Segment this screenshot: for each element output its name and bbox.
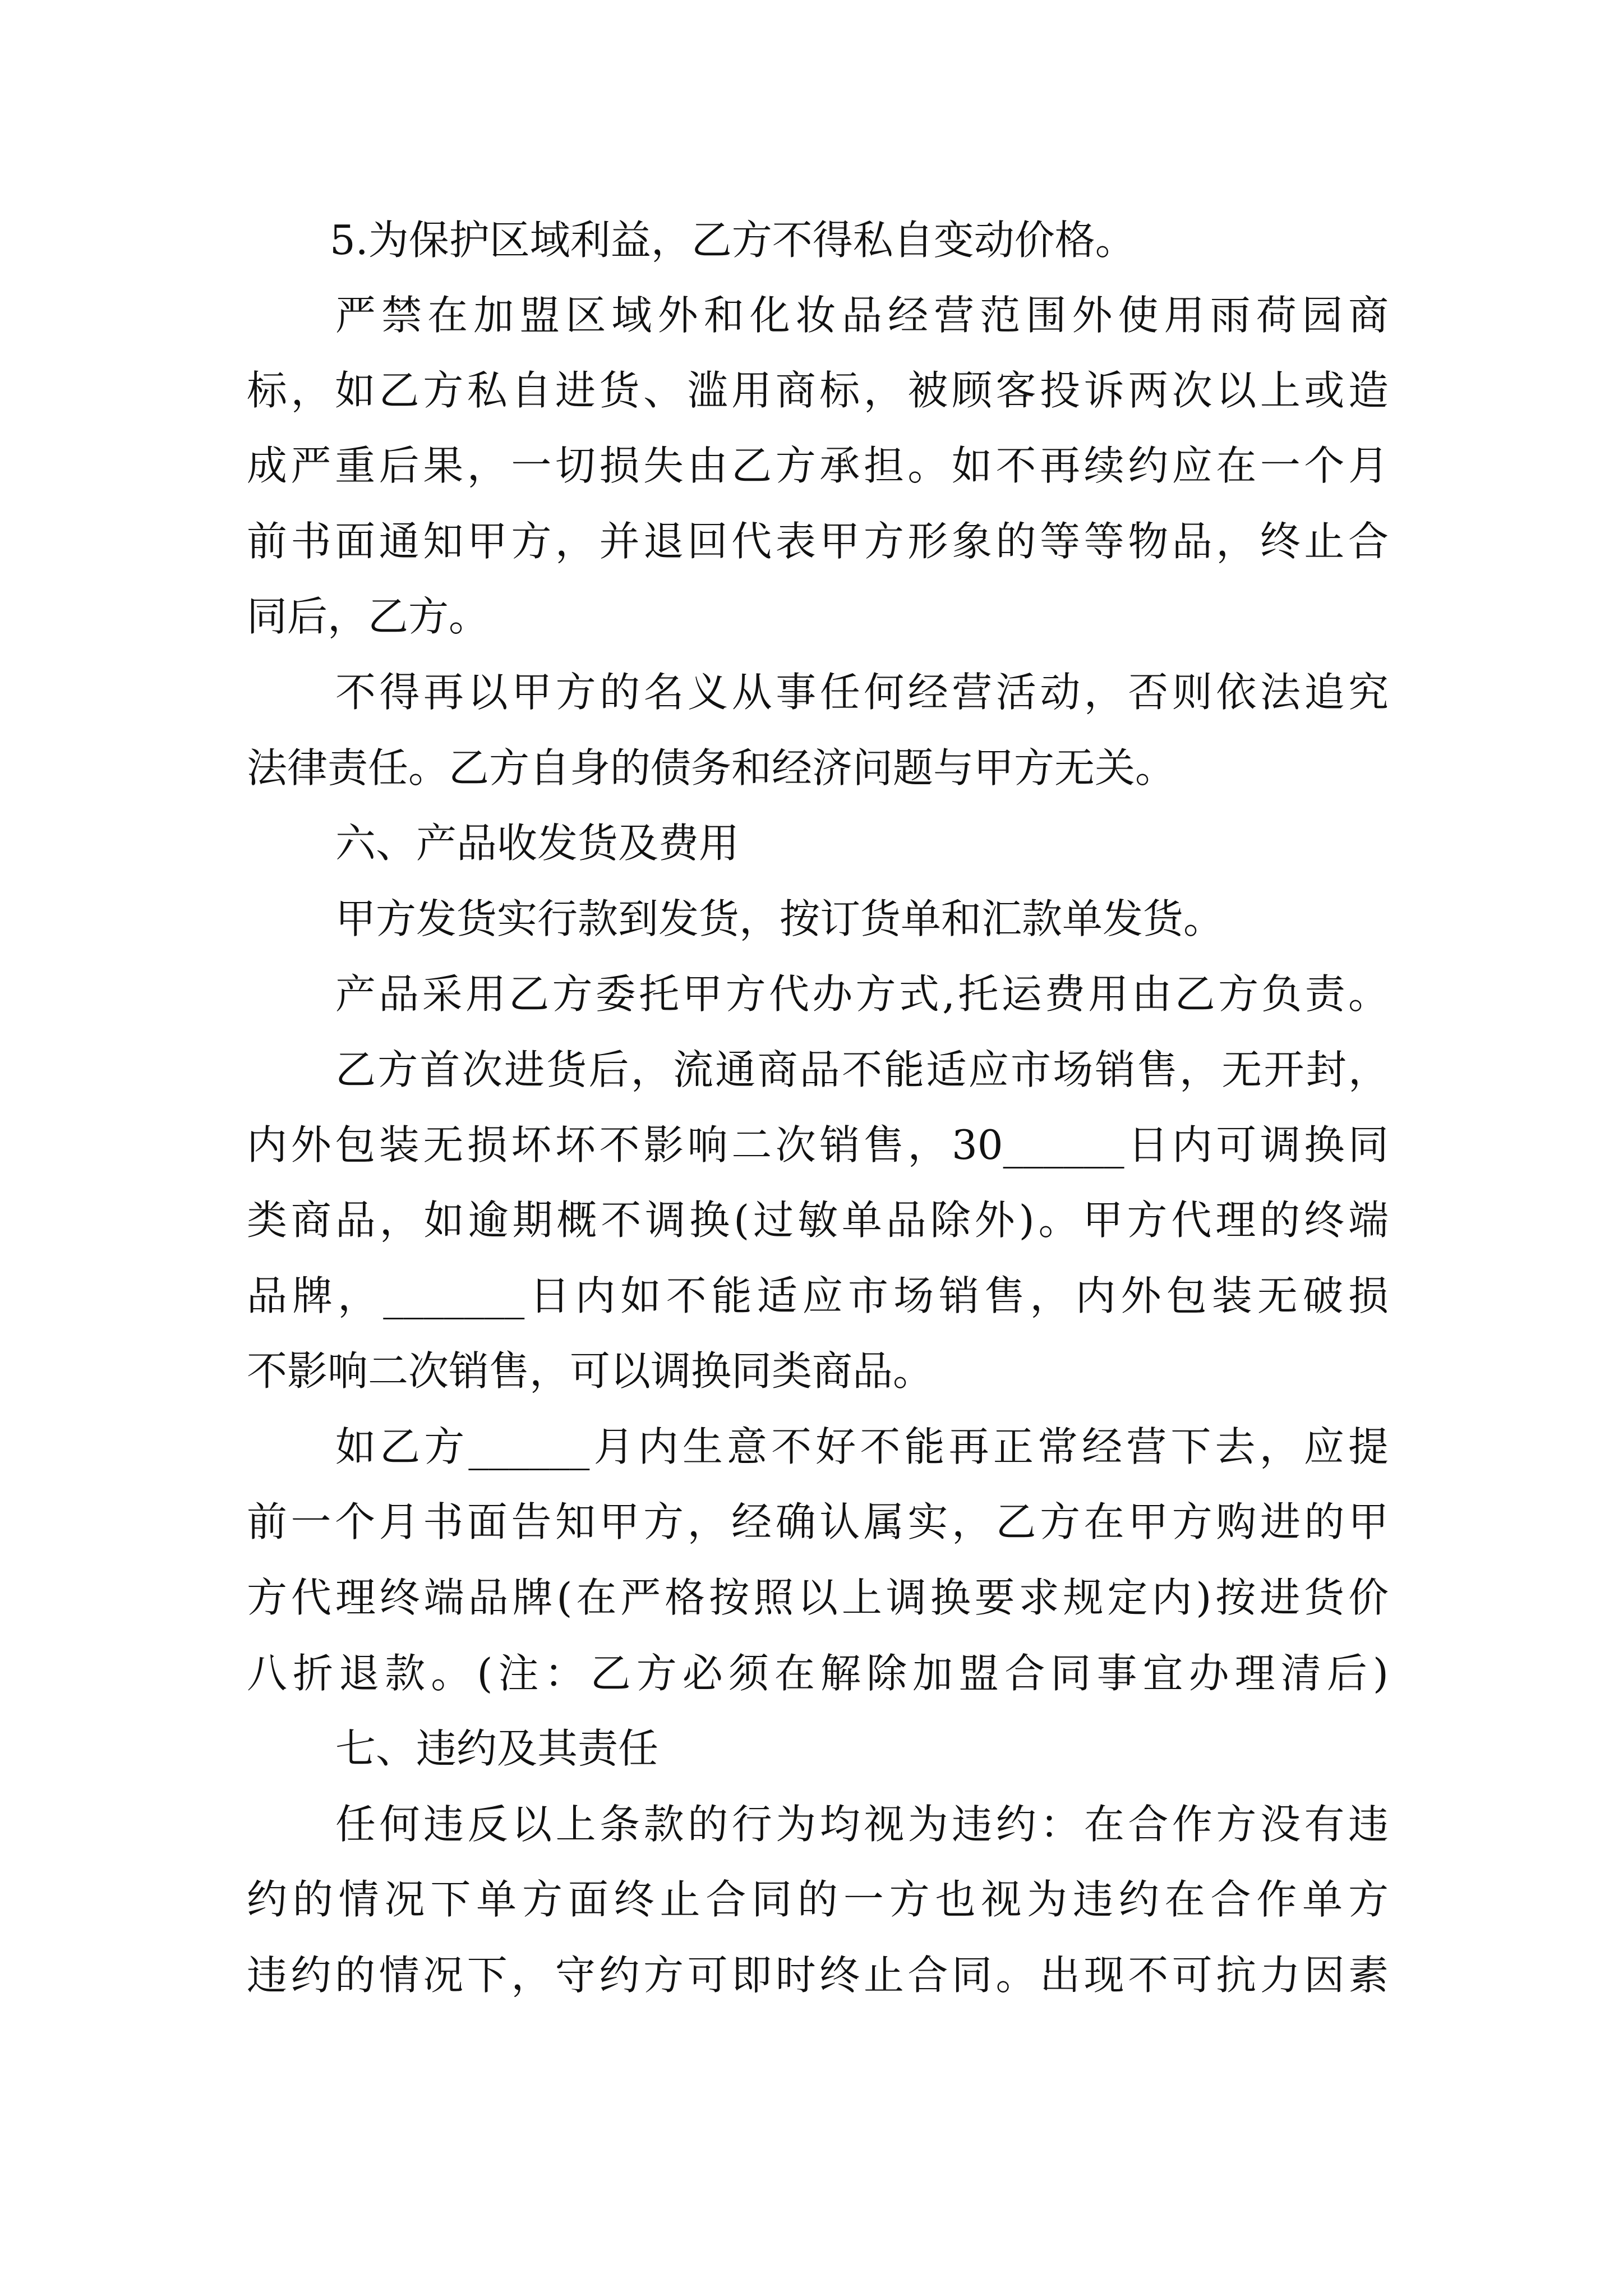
text-line: 成严重后果，一切损失由乙方承担。如不再续约应在一个月 bbox=[247, 442, 1389, 489]
text-line: 严禁在加盟区域外和化妆品经营范围外使用雨荷园商 bbox=[335, 292, 1389, 339]
text-line: 不得再以甲方的名义从事任何经营活动，否则依法追究 bbox=[335, 669, 1389, 716]
text-line: 同后，乙方。 bbox=[247, 593, 490, 640]
text-line: 任何违反以上条款的行为均视为违约：在合作方没有违 bbox=[335, 1801, 1389, 1848]
section-heading: 六、产品收发货及费用 bbox=[335, 820, 740, 867]
text-line: 方代理终端品牌(在严格按照以上调换要求规定内)按进货价 bbox=[247, 1574, 1389, 1621]
section-heading: 七、违约及其责任 bbox=[335, 1725, 659, 1772]
text-line: 八折退款。(注：乙方必须在解除加盟合同事宜办理清后) bbox=[247, 1650, 1389, 1697]
text-line: 约的情况下单方面终止合同的一方也视为违约在合作单方 bbox=[247, 1876, 1389, 1923]
text-line: 前一个月书面告知甲方，经确认属实，乙方在甲方购进的甲 bbox=[247, 1498, 1389, 1545]
text-line: 内外包装无损坏坏不影响二次销售，30______日内可调换同 bbox=[247, 1121, 1389, 1168]
text-line: 标，如乙方私自进货、滥用商标，被顾客投诉两次以上或造 bbox=[247, 367, 1389, 414]
text-line: 类商品，如逾期概不调换(过敏单品除外)。甲方代理的终端 bbox=[247, 1197, 1389, 1244]
text-line: 甲方发货实行款到发货，按订货单和汇款单发货。 bbox=[335, 895, 1224, 942]
text-line: 法律责任。乙方自身的债务和经济问题与甲方无关。 bbox=[247, 744, 1176, 792]
text-line: 乙方首次进货后，流通商品不能适应市场销售，无开封， bbox=[335, 1046, 1389, 1093]
text-line: 5.为保护区域利益，乙方不得私自变动价格。 bbox=[330, 217, 1136, 264]
text-line: 品牌，_______日内如不能适应市场销售，内外包装无破损 bbox=[247, 1272, 1389, 1319]
text-line: 前书面通知甲方，并退回代表甲方形象的等等物品，终止合 bbox=[247, 518, 1389, 565]
text-line: 违约的情况下，守约方可即时终止合同。出现不可抗力因素 bbox=[247, 1952, 1389, 1999]
text-line: 产品采用乙方委托甲方代办方式,托运费用由乙方负责。 bbox=[335, 970, 1389, 1018]
text-line: 不影响二次销售，可以调换同类商品。 bbox=[247, 1347, 934, 1395]
text-line: 如乙方______月内生意不好不能再正常经营下去，应提 bbox=[335, 1423, 1389, 1470]
